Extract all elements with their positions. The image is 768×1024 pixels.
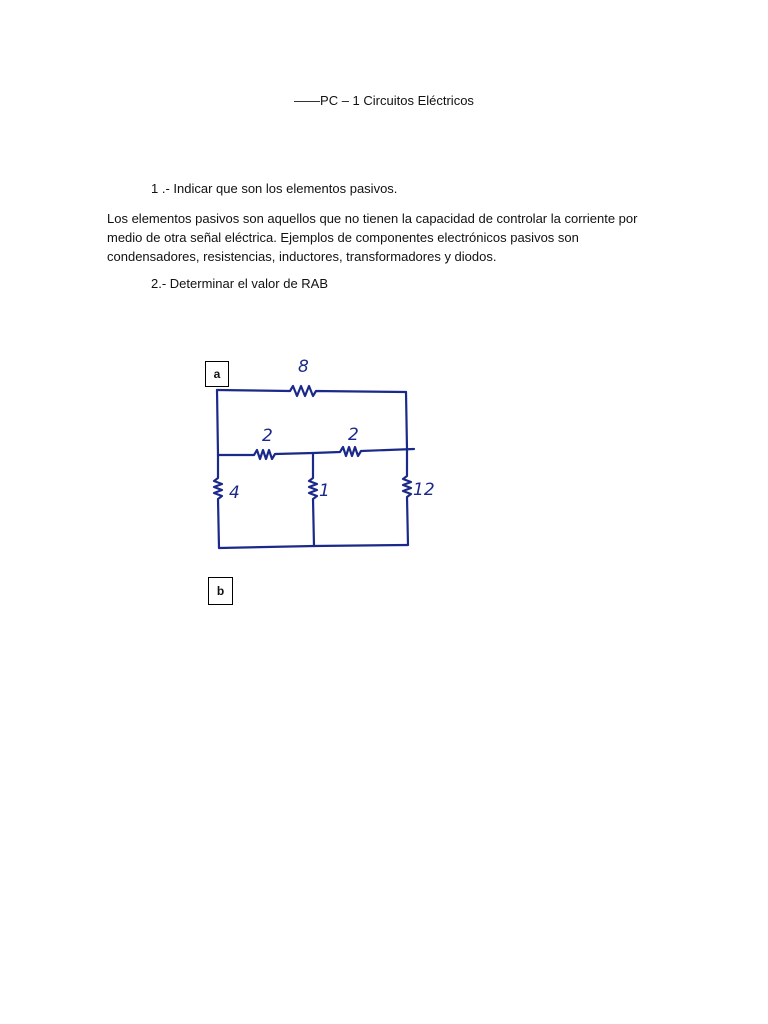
resistor-middle-right-label: 2	[348, 425, 359, 445]
question-1: 1 .- Indicar que son los elementos pasivos.	[151, 181, 398, 196]
terminal-a-label: a	[205, 361, 229, 387]
center-branch	[309, 453, 317, 546]
resistor-right-label: 12	[413, 480, 435, 500]
middle-wire	[218, 447, 414, 459]
top-wire	[217, 386, 406, 396]
bottom-wire	[219, 545, 408, 548]
left-upper-wire	[217, 390, 218, 455]
left-branch	[214, 455, 222, 548]
question-2: 2.- Determinar el valor de RAB	[151, 276, 329, 291]
resistor-left-label: 4	[229, 483, 240, 503]
terminal-b-label: b	[208, 577, 233, 605]
resistor-middle-left-label: 2	[262, 426, 273, 446]
document-title: ——PC – 1 Circuitos Eléctricos	[294, 93, 474, 108]
answer-1: Los elementos pasivos son aquellos que no tienen la capacidad de controlar la corriente por medio de otra señal eléctrica. Ejemplos de componentes electrónicos pasivos son condensadores, resistencias, inductores, transformadores y diodos.	[107, 211, 638, 264]
right-upper-wire	[406, 392, 407, 449]
right-branch	[403, 449, 411, 545]
resistor-center-label: 1	[319, 481, 330, 501]
resistor-top-label: 8	[298, 357, 309, 377]
